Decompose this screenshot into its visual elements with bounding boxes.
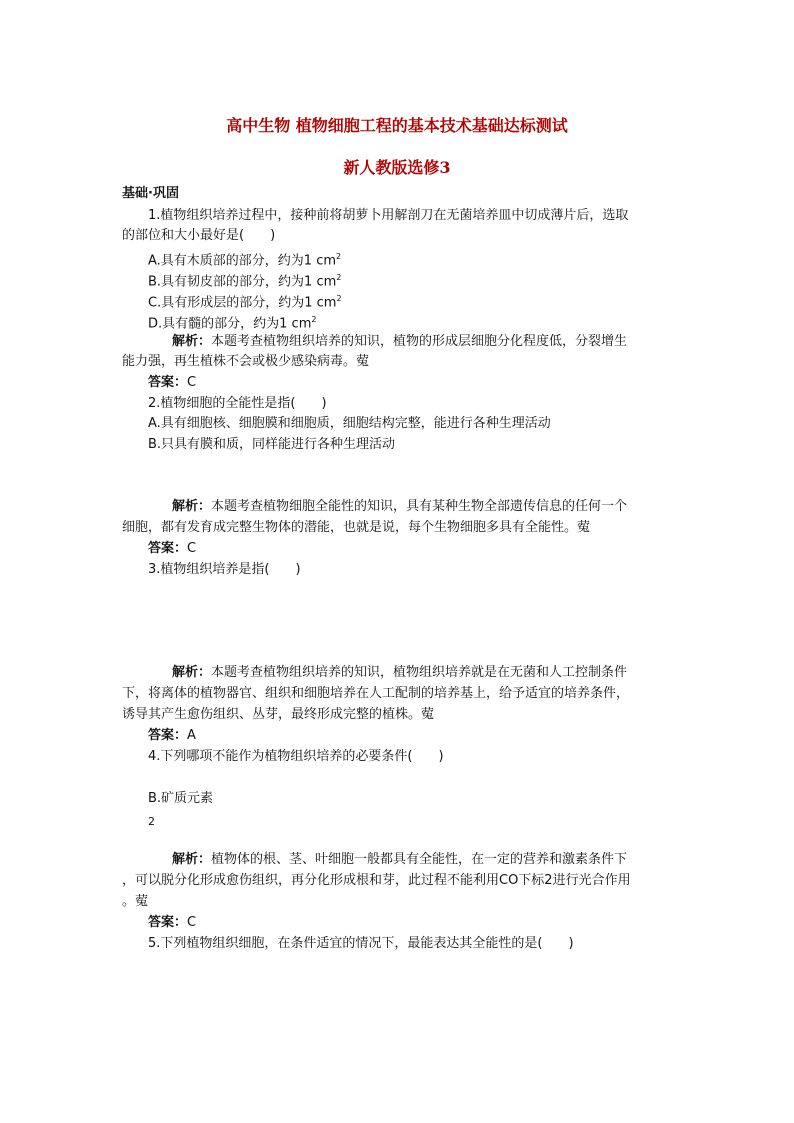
q1-answer: 答案：C xyxy=(148,375,197,390)
q1-option-d: D.具有髓的部分，约为1 $cm^2$ xyxy=(148,315,317,332)
q3-analysis-line3: 诱导其产生愈伤组织、丛芽，最终形成完整的植株。蒬 xyxy=(122,707,435,722)
q4-analysis-line2: ，可以脱分化形成愈伤组织，再分化形成根和芽，此过程不能利用CO下标2进行光合作用 xyxy=(122,873,631,888)
q3-analysis-line1: 解析：本题考查植物组织培养的知识，植物组织培养就是在无菌和人工控制条件 xyxy=(172,665,628,680)
q5-stem: 5.下列植物组织细胞，在条件适宜的情况下，最能表达其全能性的是( ) xyxy=(148,936,574,951)
page-title-line1: 高中生物 植物细胞工程的基本技术基础达标测试 xyxy=(226,116,568,135)
q2-analysis-line2: 细胞，都有发育成完整生物体的潜能，也就是说，每个生物细胞多具有全能性。蒬 xyxy=(122,520,591,535)
q2-option-b: B.只具有膜和质，同样能进行各种生理活动 xyxy=(148,437,396,452)
q3-answer: 答案：A xyxy=(148,728,196,743)
q3-stem: 3.植物组织培养是指( ) xyxy=(148,562,301,577)
q2-stem: 2.植物细胞的全能性是指( ) xyxy=(148,396,327,411)
q2-option-a: A.具有细胞核、细胞膜和细胞质，细胞结构完整，能进行各种生理活动 xyxy=(148,416,551,431)
section-heading: 基础·巩固 xyxy=(122,186,179,201)
q4-answer: 答案：C xyxy=(148,915,197,930)
q1-stem-line1: 1.植物组织培养过程中，接种前将胡萝卜用解剖刀在无菌培养皿中切成薄片后，选取 xyxy=(148,208,629,223)
q4-analysis-line1: 解析：植物体的根、茎、叶细胞一般都具有全能性，在一定的营养和激素条件下 xyxy=(172,852,628,867)
q1-analysis-line1: 解析：本题考查植物组织培养的知识，植物的形成层细胞分化程度低，分裂增生 xyxy=(172,334,628,349)
q4-stem: 4.下列哪项不能作为植物组织培养的必要条件( ) xyxy=(148,749,444,764)
q4-stray-mark: 2 xyxy=(148,815,155,828)
page-title-line2: 新人教版选修3 xyxy=(343,158,451,177)
q2-answer: 答案：C xyxy=(148,541,197,556)
q1-option-a: A.具有木质部的部分，约为1 $cm^2$ xyxy=(148,252,342,269)
q4-analysis-line3: 。蒬 xyxy=(122,894,149,909)
q1-option-c: C.具有形成层的部分，约为1 $cm^2$ xyxy=(148,294,342,311)
q1-analysis-line2: 能力强，再生植株不会或极少感染病毒。蒬 xyxy=(122,354,370,369)
q4-option-b: B.矿质元素 xyxy=(148,791,214,806)
q1-option-b: B.具有韧皮部的部分，约为1 $cm^2$ xyxy=(148,273,342,290)
q1-stem-line2: 的部位和大小最好是( ) xyxy=(122,228,276,243)
q3-analysis-line2: 下，将离体的植物器官、组织和细胞培养在人工配制的培养基上，给予适宜的培养条件， xyxy=(122,686,630,701)
q2-analysis-line1: 解析：本题考查植物细胞全能性的知识，具有某种生物全部遗传信息的任何一个 xyxy=(172,499,628,514)
